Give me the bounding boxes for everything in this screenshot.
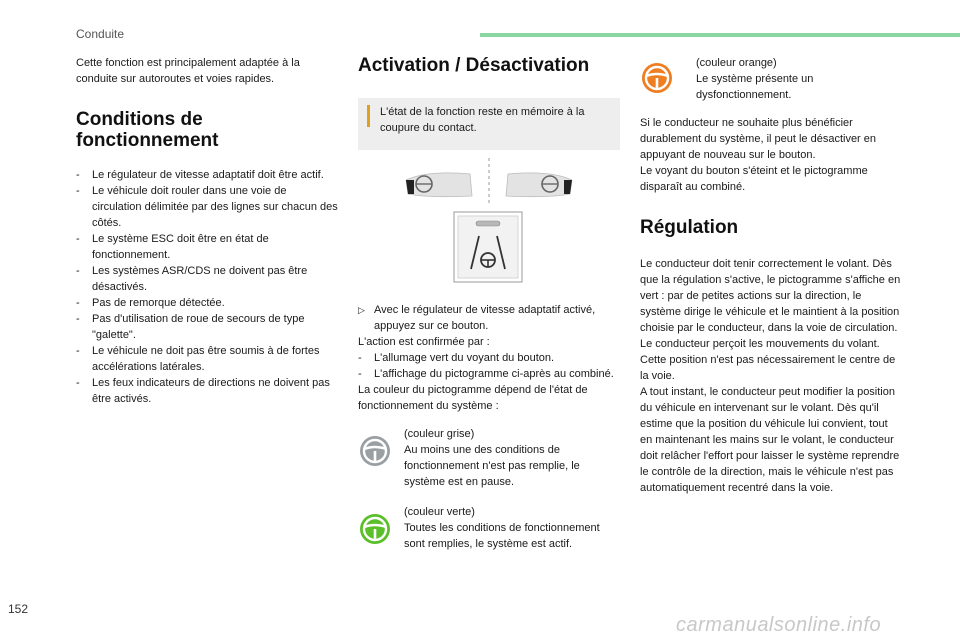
state-orange-description: Le système présente un dysfonctionnement. [696,73,814,101]
confirm-list [358,350,620,382]
regulation-paragraph-3: Cette position n'est pas nécessairement le centre de la voie. [640,354,896,382]
column-middle [358,55,620,552]
state-gray-text [404,426,620,490]
list-item: - L'allumage vert du voyant du bouton. [358,350,620,366]
activation-step-text: Avec le régulateur de vitesse adaptatif activé, appuyez sur ce bouton. [374,304,596,332]
activation-heading: Activation / Désactivation [358,55,590,76]
state-gray [358,426,620,490]
info-note-box [358,98,620,150]
state-green [358,504,620,552]
state-orange-color-label: (couleur orange) [696,57,777,69]
info-icon [367,105,370,127]
state-gray-description: Au moins une des conditions de fonctionnement n'est pas remplie, le système est en pause. [404,444,580,488]
conditions-heading-line2: fonctionnement [76,130,219,151]
list-item: - Le système ESC doit être en état de fonctionnement. [76,231,338,263]
color-intro-text: La couleur du pictogramme dépend de l'état de fonctionnement du système : [358,384,588,412]
page-number: 152 [8,602,29,616]
state-green-description: Toutes les conditions de fonctionnement sont remplies, le système est actif. [404,522,600,550]
deactivate-paragraph: Si le conducteur ne souhaite plus bénéficier durablement du système, il peut le désactiver en appuyant de nouveau sur le bouton. [640,117,877,161]
conditions-list [76,167,338,407]
info-note-text: L'état de la fonction reste en mémoire à la coupure du contact. [380,106,585,134]
state-green-text [404,504,620,552]
list-item: - Pas d'utilisation de roue de secours de type "galette". [76,311,338,343]
column-right [640,55,902,496]
state-orange-text [696,55,902,103]
steering-wheel-gray-icon [358,426,404,473]
conditions-heading [76,109,338,151]
list-item: - Le régulateur de vitesse adaptatif doit être actif. [76,167,338,183]
steering-wheel-orange-icon [640,55,696,100]
activation-step [358,302,620,334]
regulation-paragraph: Le conducteur doit tenir correctement le volant. Dès que la régulation s'active, le pictogramme s'affiche en vert : par de petites actions sur la direction, le système dirige le véhicule et le maintient à la position choisie par le conducteur, dans la voie de circulation. [640,258,901,334]
list-item: - L'affichage du pictogramme ci-après au combiné. [358,366,620,382]
confirm-text: L'action est confirmée par : [358,336,490,348]
watermark: carmanualsonline.info [676,614,882,636]
list-item: - Le véhicule doit rouler dans une voie de circulation délimitée par des lignes sur chacun des côtés. [76,183,338,231]
step-arrow-icon: ▷ [358,305,365,315]
section-header: Conduite [76,27,125,41]
state-gray-color-label: (couleur grise) [404,428,475,440]
state-green-color-label: (couleur verte) [404,506,475,518]
regulation-paragraph-4: A tout instant, le conducteur peut modifier la position du véhicule en intervenant sur le volant. Dès qu'il estime que la position du véhicule lui convient, tout en maintenant les mains sur le volant, le conducteur doit relâcher l'effort pour laisser le système reprendre le contrôle de la direction, mais le véhicule n'est pas automatiquement recentré dans la voie. [640,386,900,494]
steering-button-diagram [358,156,620,294]
intro-paragraph: Cette fonction est principalement adaptée à la conduite sur autoroutes et voies rapides. [76,57,300,85]
steering-wheel-green-icon [358,504,404,551]
deactivate-paragraph-2: Le voyant du bouton s'éteint et le pictogramme disparaît au combiné. [640,165,868,193]
dashboard-illustration [358,156,620,294]
regulation-paragraph-2: Le conducteur perçoit les mouvements du volant. [640,338,880,350]
conditions-heading-line1: Conditions de [76,109,203,130]
regulation-heading: Régulation [640,217,739,238]
list-item: - Pas de remorque détectée. [76,295,338,311]
state-orange [640,55,902,103]
column-left [76,55,338,407]
header-accent-line [480,33,960,37]
list-item: - Les systèmes ASR/CDS ne doivent pas être désactivés. [76,263,338,295]
list-item: - Le véhicule ne doit pas être soumis à de fortes accélérations latérales. [76,343,338,375]
list-item: - Les feux indicateurs de directions ne doivent pas être activés. [76,375,338,407]
